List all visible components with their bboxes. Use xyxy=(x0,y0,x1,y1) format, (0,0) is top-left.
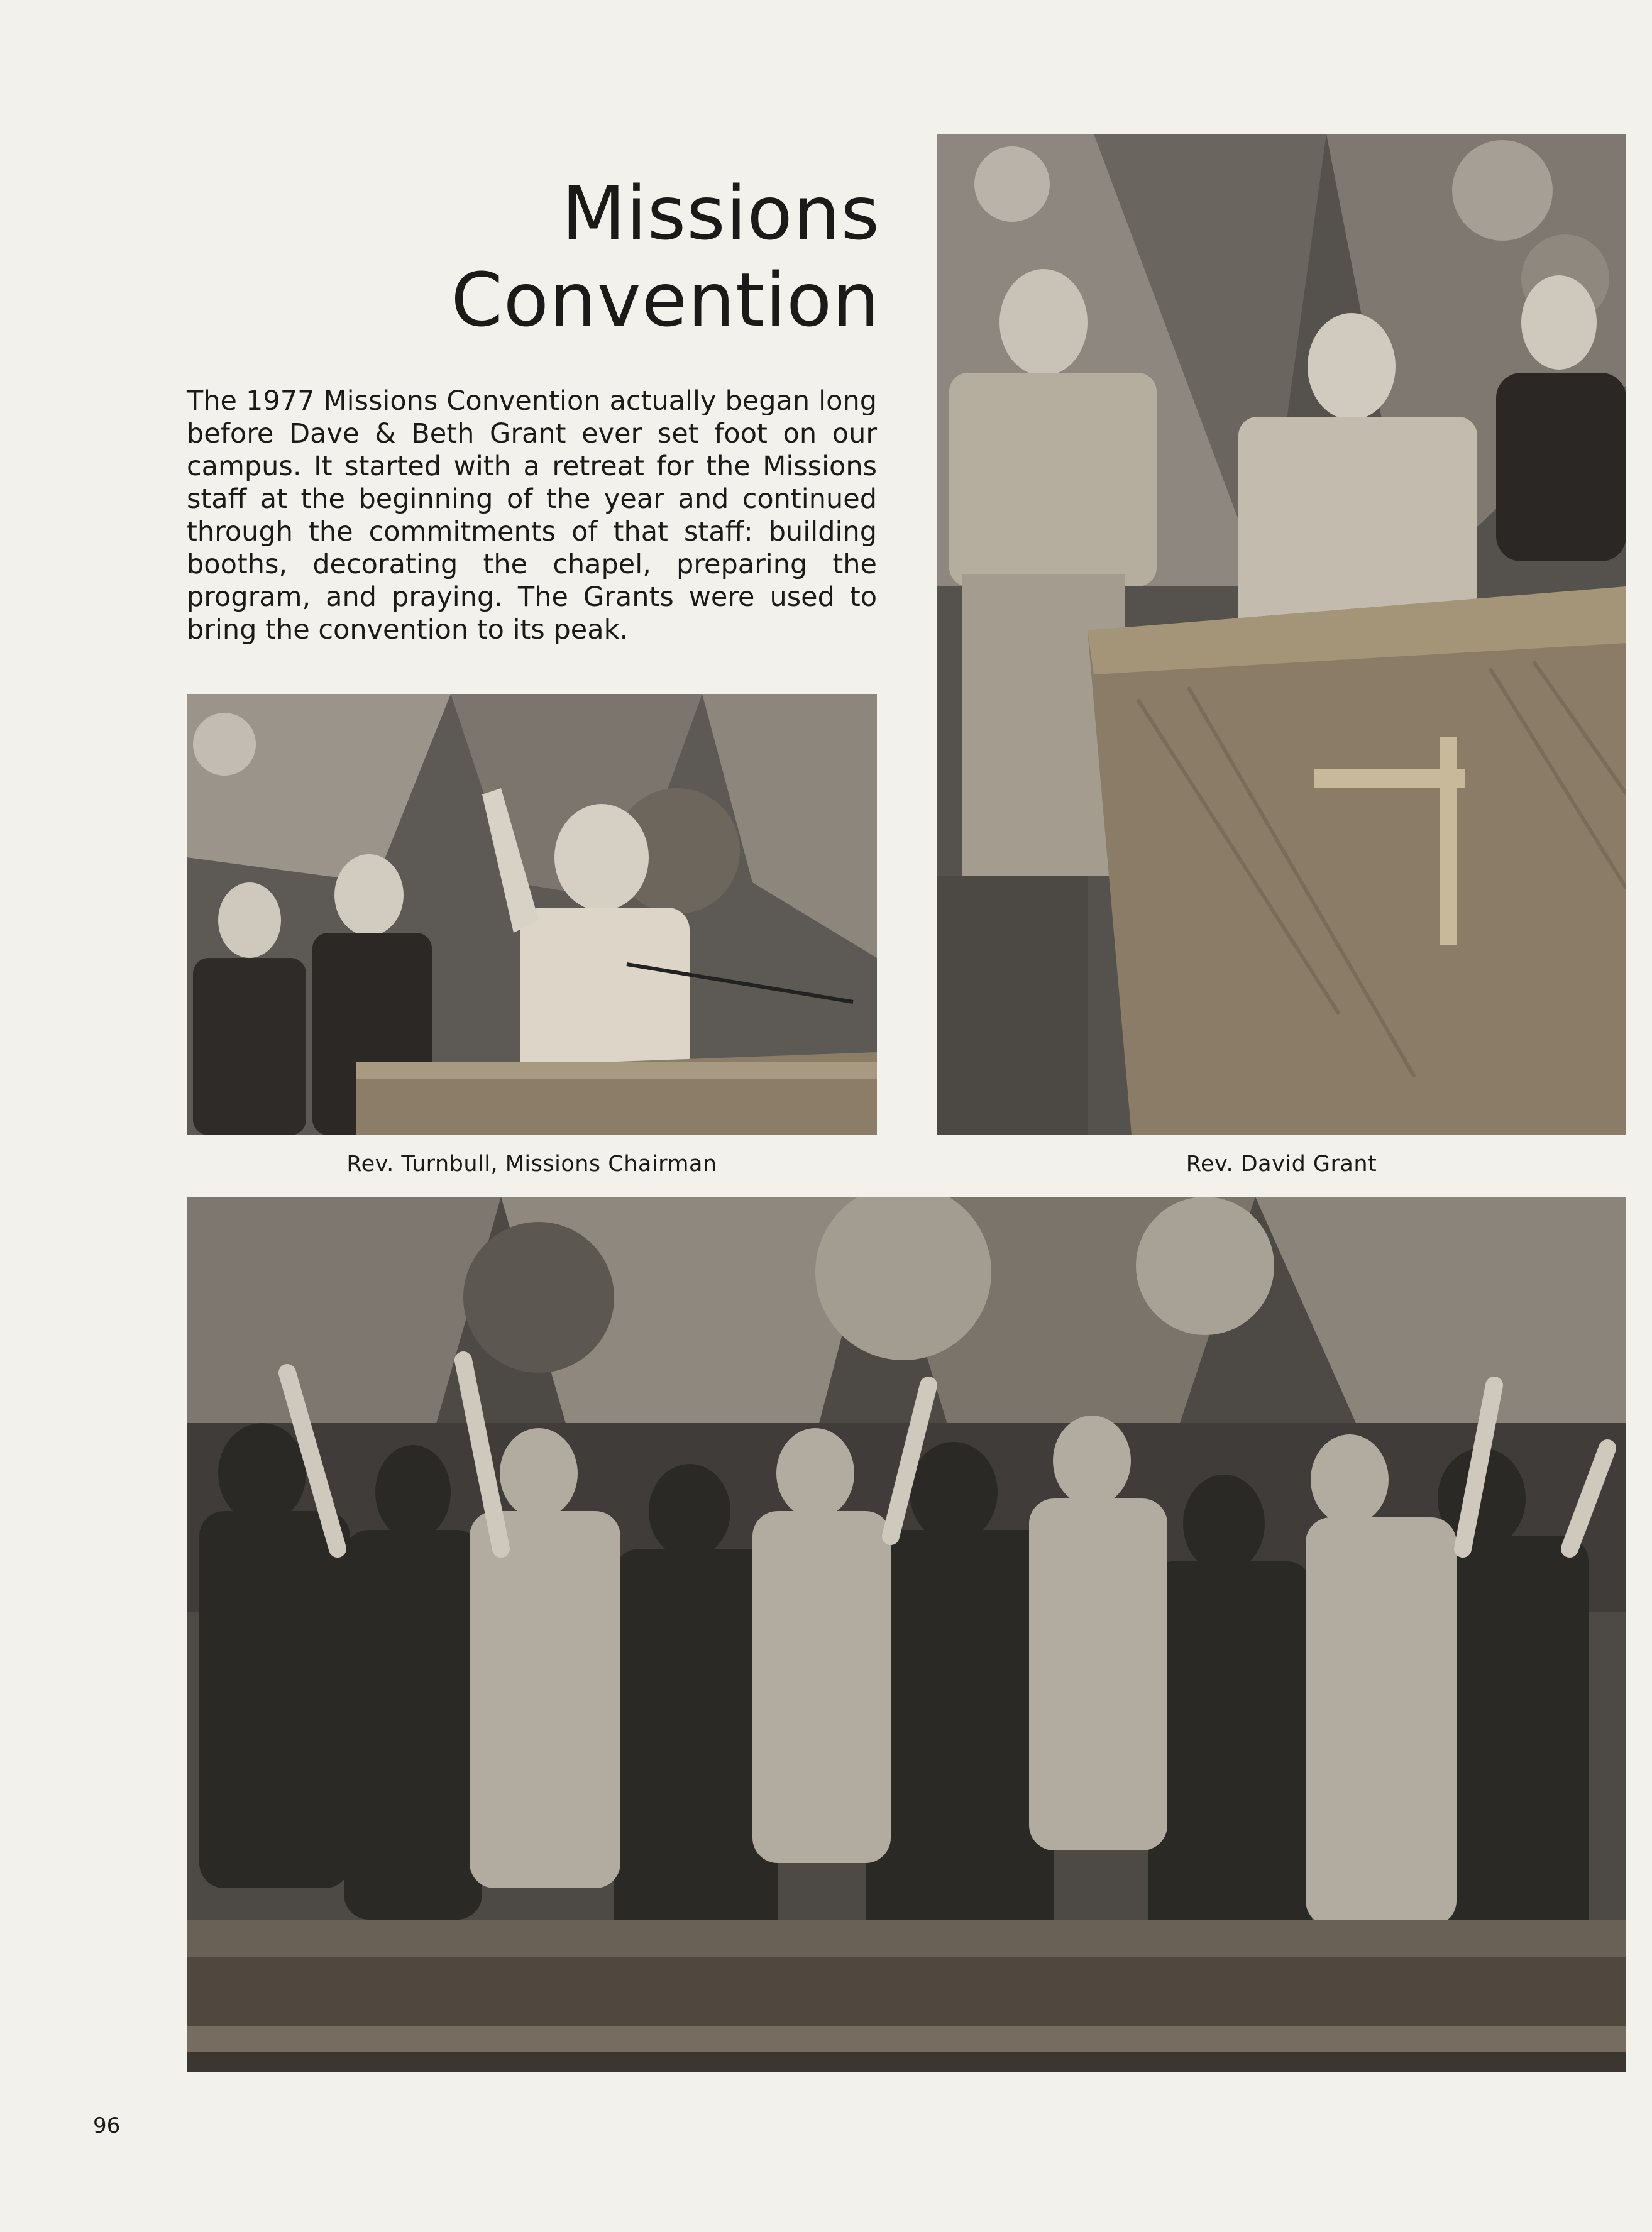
photo-rev-turnbull xyxy=(187,694,877,1135)
title-line-1: Missions xyxy=(561,170,880,256)
caption-right-photo: Rev. David Grant xyxy=(1186,1152,1377,1177)
page-number: 96 xyxy=(93,2113,121,2138)
photo-congregation xyxy=(187,1197,1626,2072)
photo-rev-david-grant xyxy=(937,134,1626,1135)
caption-left-photo: Rev. Turnbull, Missions Chairman xyxy=(346,1152,717,1177)
page-title xyxy=(189,170,880,343)
article-body: The 1977 Missions Convention actually began long before Dave & Beth Grant ever set foot on our campus. It started with a retreat for the Missions staff at the beginning of the year and continued through the commitments of that staff: building booths, decorating the chapel, preparing the program, and praying. The Grants were used to bring the convention to its peak. xyxy=(187,385,877,646)
title-line-2: Convention xyxy=(451,256,880,344)
